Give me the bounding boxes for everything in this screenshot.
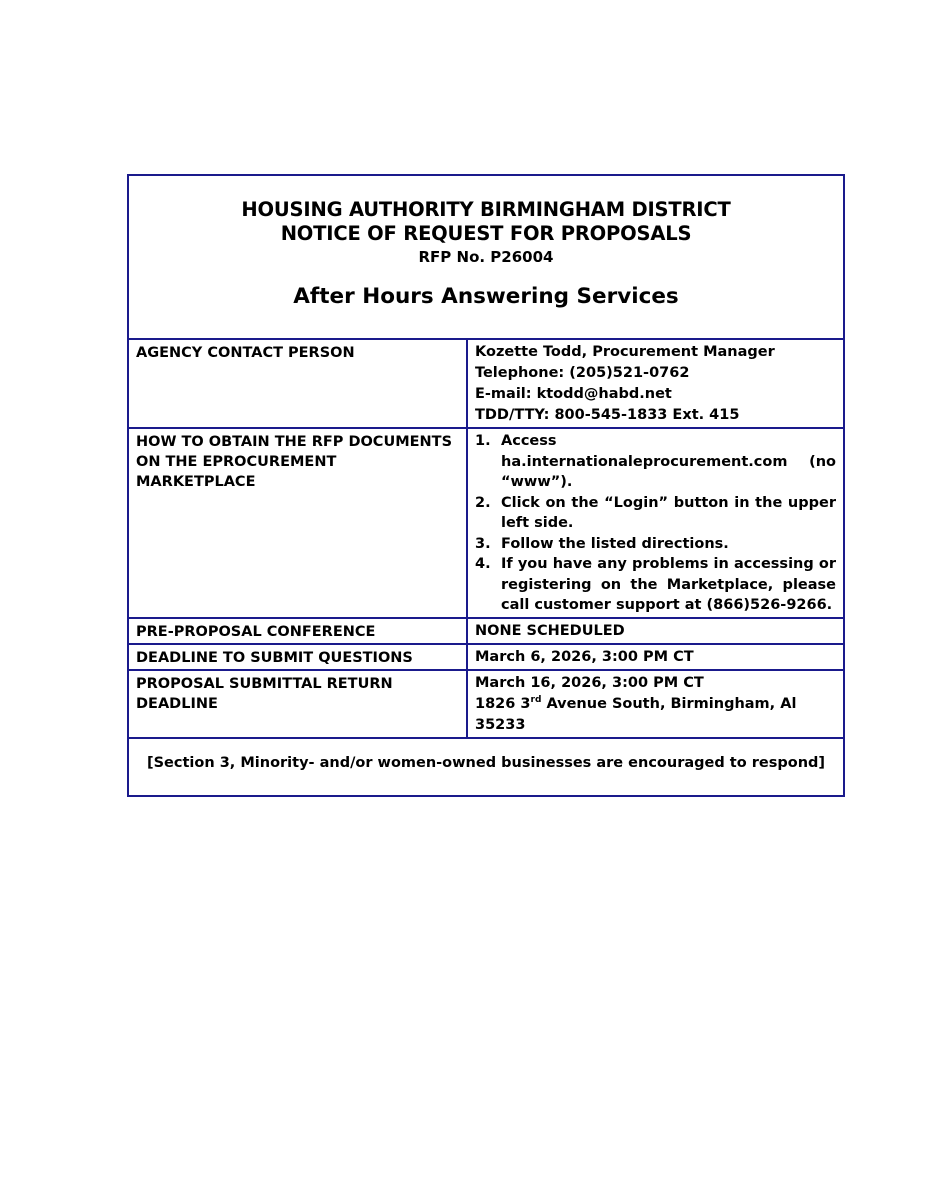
table-row-questions <box>128 644 844 670</box>
notice-title: NOTICE OF REQUEST FOR PROPOSALS <box>280 222 692 245</box>
list-item <box>475 431 836 493</box>
questions-label: DEADLINE TO SUBMIT QUESTIONS <box>128 644 467 670</box>
submittal-details <box>467 670 844 738</box>
conference-label: PRE-PROPOSAL CONFERENCE <box>128 618 467 644</box>
step-text: If you have any problems in accessing or registering on the Marketplace, please call customer support at (866)526-9266. <box>501 556 836 613</box>
contact-details <box>467 339 844 428</box>
questions-value: March 6, 2026, 3:00 PM CT <box>467 644 844 670</box>
service-title: After Hours Answering Services <box>293 284 679 309</box>
step-number: 1. <box>475 433 491 449</box>
step-text: Follow the listed directions. <box>501 535 729 552</box>
obtain-steps-cell <box>467 428 844 618</box>
contact-tdd: TDD/TTY: 800-545-1833 Ext. 415 <box>475 407 740 423</box>
submittal-date: March 16, 2026, 3:00 PM CT <box>475 674 704 691</box>
submittal-label: PROPOSAL SUBMITTAL RETURN DEADLINE <box>128 670 467 738</box>
address-rest: Avenue South, Birmingham, Al 35233 <box>475 695 797 733</box>
notice-header <box>127 174 845 338</box>
details-table <box>127 338 845 739</box>
submittal-address <box>475 694 836 736</box>
address-number: 1826 3 <box>475 695 531 712</box>
list-item <box>475 554 836 616</box>
contact-label: AGENCY CONTACT PERSON <box>128 339 467 428</box>
contact-name: Kozette Todd, Procurement Manager <box>475 344 775 360</box>
step-text: Click on the “Login” button in the upper left side. <box>501 494 836 531</box>
list-item <box>475 534 836 555</box>
rfp-number: RFP No. P26004 <box>418 248 554 266</box>
rfp-notice <box>127 174 845 797</box>
contact-email: E-mail: ktodd@habd.net <box>475 386 672 402</box>
contact-telephone: Telephone: (205)521-0762 <box>475 365 690 381</box>
step-number: 4. <box>475 556 491 572</box>
step-number: 2. <box>475 494 491 511</box>
table-row-obtain <box>128 428 844 618</box>
footer-note: [Section 3, Minority- and/or women-owned businesses are encouraged to respond] <box>127 739 845 797</box>
step-number: 3. <box>475 535 491 552</box>
obtain-steps <box>475 431 836 616</box>
step-text: Access ha.internationaleprocurement.com (no “www”). <box>501 433 836 490</box>
table-row-contact <box>128 339 844 428</box>
table-row-conference <box>128 618 844 644</box>
organization-name: HOUSING AUTHORITY BIRMINGHAM DISTRICT <box>241 198 731 221</box>
conference-value: NONE SCHEDULED <box>467 618 844 644</box>
table-row-submittal <box>128 670 844 738</box>
obtain-label: HOW TO OBTAIN THE RFP DOCUMENTS ON THE EPROCUREMENT MARKETPLACE <box>128 428 467 618</box>
address-ordinal: rd <box>530 694 542 705</box>
list-item <box>475 493 836 534</box>
